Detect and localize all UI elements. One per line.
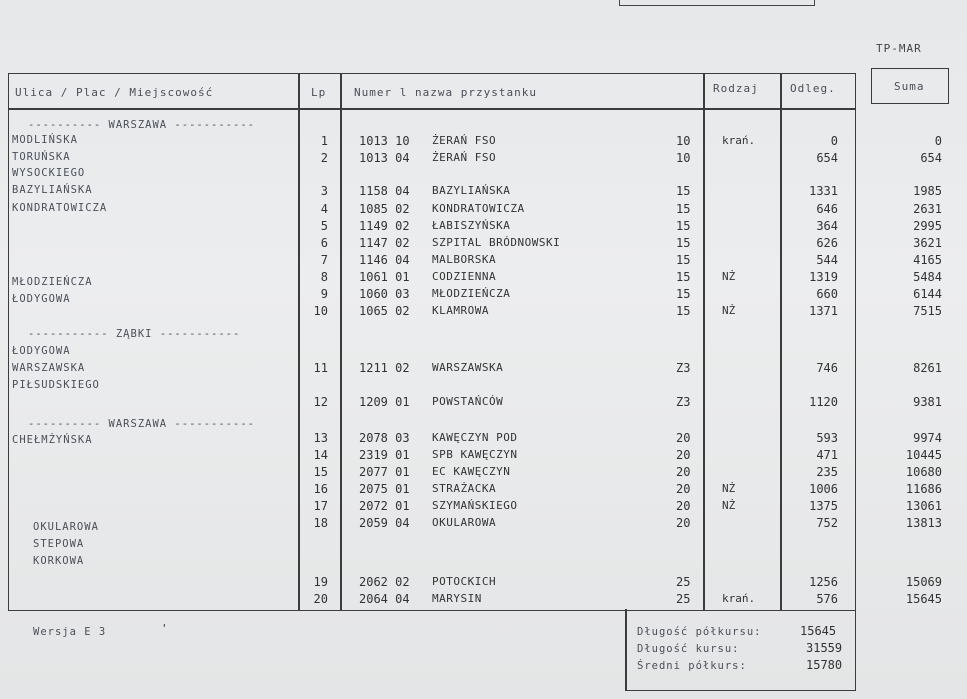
stop-sum: 10680 bbox=[905, 465, 942, 479]
stop-name: ŁABISZYŃSKA bbox=[432, 219, 511, 232]
stop-lp: 7 bbox=[320, 253, 328, 267]
average-half-course-value: 15780 bbox=[806, 658, 843, 672]
stop-distance: 1319 bbox=[809, 270, 838, 284]
stop-sum: 15069 bbox=[905, 575, 942, 589]
stop-number: 1085 02 bbox=[359, 202, 410, 216]
stop-distance: 626 bbox=[816, 236, 838, 250]
stop-lp: 6 bbox=[320, 236, 328, 250]
stop-zone: 20 bbox=[676, 431, 691, 445]
street-name: CHEŁMŻYŃSKA bbox=[12, 434, 93, 446]
stop-number: 1060 03 bbox=[359, 287, 410, 301]
stop-type: NŻ bbox=[722, 304, 736, 317]
stop-name: POWSTAŃCÓW bbox=[432, 395, 504, 408]
stop-sum: 7515 bbox=[913, 304, 942, 318]
stop-zone: 15 bbox=[676, 236, 691, 250]
street-name: PIŁSUDSKIEGO bbox=[12, 379, 100, 391]
stop-distance: 471 bbox=[816, 448, 838, 462]
stop-zone: 15 bbox=[676, 184, 691, 198]
stop-distance: 364 bbox=[816, 219, 838, 233]
stop-lp: 15 bbox=[313, 465, 328, 479]
stop-name: KONDRATOWICZA bbox=[432, 202, 525, 215]
stop-number: 2078 03 bbox=[359, 431, 410, 445]
stop-lp: 10 bbox=[313, 304, 328, 318]
stop-lp: 20 bbox=[313, 592, 328, 606]
stop-sum: 11686 bbox=[905, 482, 942, 496]
stop-zone: 15 bbox=[676, 202, 691, 216]
course-length-label: Długość kursu: bbox=[637, 643, 740, 655]
street-name: STEPOWA bbox=[33, 538, 85, 550]
course-length-value: 31559 bbox=[806, 641, 843, 655]
stop-sum: 5484 bbox=[913, 270, 942, 284]
stop-distance: 0 bbox=[830, 134, 838, 148]
stop-number: 1013 04 bbox=[359, 151, 410, 165]
stop-lp: 18 bbox=[313, 516, 328, 530]
stop-sum: 9381 bbox=[913, 395, 942, 409]
stop-zone: 25 bbox=[676, 592, 691, 606]
stop-type: krań. bbox=[722, 592, 756, 605]
stop-lp: 5 bbox=[320, 219, 328, 233]
stop-lp: 8 bbox=[320, 270, 328, 284]
stop-type: krań. bbox=[722, 134, 756, 147]
stop-zone: 20 bbox=[676, 448, 691, 462]
top-edge-box bbox=[619, 0, 815, 6]
stop-number: 2062 02 bbox=[359, 575, 410, 589]
header-divider bbox=[8, 108, 856, 110]
stop-zone: 20 bbox=[676, 499, 691, 513]
stop-distance: 576 bbox=[816, 592, 838, 606]
stop-name: MALBORSKA bbox=[432, 253, 497, 266]
stop-sum: 4165 bbox=[913, 253, 942, 267]
street-name: ŁODYGOWA bbox=[12, 293, 71, 305]
stop-name: KAWĘCZYN POD bbox=[432, 431, 518, 444]
stop-sum: 6144 bbox=[913, 287, 942, 301]
col-divider-2 bbox=[340, 73, 342, 611]
stop-number: 1065 02 bbox=[359, 304, 410, 318]
col-divider-1 bbox=[298, 73, 300, 611]
stop-zone: 15 bbox=[676, 287, 691, 301]
route-code: TP-MAR bbox=[876, 42, 922, 55]
stop-distance: 1371 bbox=[809, 304, 838, 318]
stop-name: EC KAWĘCZYN bbox=[432, 465, 511, 478]
street-name: TORUŃSKA bbox=[12, 151, 71, 163]
stop-lp: 17 bbox=[313, 499, 328, 513]
stop-number: 1158 04 bbox=[359, 184, 410, 198]
stop-sum: 3621 bbox=[913, 236, 942, 250]
stop-name: CODZIENNA bbox=[432, 270, 497, 283]
stop-name: MARYSIN bbox=[432, 592, 482, 605]
version-label: Wersja E 3 bbox=[33, 626, 107, 638]
half-course-label: Długość półkursu: bbox=[637, 626, 762, 638]
stop-number: 1211 02 bbox=[359, 361, 410, 375]
stop-name: BAZYLIAŃSKA bbox=[432, 184, 511, 197]
stop-distance: 1006 bbox=[809, 482, 838, 496]
version-mark: ' bbox=[161, 622, 168, 635]
stop-name: SPB KAWĘCZYN bbox=[432, 448, 518, 461]
stop-distance: 1256 bbox=[809, 575, 838, 589]
stop-distance: 235 bbox=[816, 465, 838, 479]
stop-number: 1147 02 bbox=[359, 236, 410, 250]
stop-sum: 0 bbox=[934, 134, 942, 148]
street-name: BAZYLIAŃSKA bbox=[12, 184, 93, 196]
section-warszawa: ---------- WARSZAWA ----------- bbox=[28, 119, 255, 131]
stop-sum: 2631 bbox=[913, 202, 942, 216]
street-name: MODLIŃSKA bbox=[12, 134, 78, 146]
stop-distance: 746 bbox=[816, 361, 838, 375]
stop-lp: 11 bbox=[313, 361, 328, 375]
stop-zone: Z3 bbox=[676, 361, 691, 375]
stop-distance: 1331 bbox=[809, 184, 838, 198]
street-name: WARSZAWSKA bbox=[12, 362, 86, 374]
stop-name: OKULAROWA bbox=[432, 516, 497, 529]
stop-distance: 752 bbox=[816, 516, 838, 530]
stop-name: ŻERAŃ FSO bbox=[432, 134, 497, 147]
stop-number: 2064 04 bbox=[359, 592, 410, 606]
street-name: KORKOWA bbox=[33, 555, 85, 567]
stop-lp: 12 bbox=[313, 395, 328, 409]
half-course-value: 15645 bbox=[800, 624, 837, 638]
stop-sum: 1985 bbox=[913, 184, 942, 198]
stop-distance: 593 bbox=[816, 431, 838, 445]
stop-zone: 20 bbox=[676, 516, 691, 530]
stop-lp: 1 bbox=[320, 134, 328, 148]
average-half-course-label: Średni półkurs: bbox=[637, 660, 747, 672]
street-name: KONDRATOWICZA bbox=[12, 202, 108, 214]
header-type: Rodzaj bbox=[713, 82, 759, 95]
stop-name: ŻERAŃ FSO bbox=[432, 151, 497, 164]
stop-distance: 1375 bbox=[809, 499, 838, 513]
stop-name: POTOCKICH bbox=[432, 575, 497, 588]
stop-number: 2077 01 bbox=[359, 465, 410, 479]
stop-name: MŁODZIEŃCZA bbox=[432, 287, 511, 300]
street-name: ŁODYGOWA bbox=[12, 345, 71, 357]
stop-lp: 4 bbox=[320, 202, 328, 216]
stop-lp: 14 bbox=[313, 448, 328, 462]
stop-type: NŻ bbox=[722, 270, 736, 283]
summary-left-edge bbox=[625, 609, 627, 691]
stop-number: 1209 01 bbox=[359, 395, 410, 409]
street-name: MŁODZIEŃCZA bbox=[12, 276, 93, 288]
stop-sum: 13813 bbox=[905, 516, 942, 530]
stop-zone: 20 bbox=[676, 465, 691, 479]
stop-sum: 13061 bbox=[905, 499, 942, 513]
stop-distance: 660 bbox=[816, 287, 838, 301]
stop-number: 2075 01 bbox=[359, 482, 410, 496]
stop-name: SZPITAL BRÓDNOWSKI bbox=[432, 236, 561, 249]
header-distance: Odleg. bbox=[790, 82, 836, 95]
stop-number: 2319 01 bbox=[359, 448, 410, 462]
stop-distance: 646 bbox=[816, 202, 838, 216]
stop-lp: 16 bbox=[313, 482, 328, 496]
stop-zone: 15 bbox=[676, 270, 691, 284]
stop-sum: 2995 bbox=[913, 219, 942, 233]
stop-zone: 15 bbox=[676, 304, 691, 318]
stop-number: 1061 01 bbox=[359, 270, 410, 284]
street-name: OKULAROWA bbox=[33, 521, 99, 533]
street-name: WYSOCKIEGO bbox=[12, 167, 86, 179]
stop-lp: 3 bbox=[320, 184, 328, 198]
stop-zone: 15 bbox=[676, 253, 691, 267]
stop-lp: 9 bbox=[320, 287, 328, 301]
stop-lp: 2 bbox=[320, 151, 328, 165]
stop-zone: 20 bbox=[676, 482, 691, 496]
header-stop: Numer l nazwa przystanku bbox=[354, 86, 537, 99]
stop-sum: 654 bbox=[920, 151, 942, 165]
header-sum: Suma bbox=[894, 80, 925, 93]
stop-name: WARSZAWSKA bbox=[432, 361, 504, 374]
stop-zone: 10 bbox=[676, 151, 691, 165]
stop-number: 1013 10 bbox=[359, 134, 410, 148]
stop-zone: 15 bbox=[676, 219, 691, 233]
section-warszawa: ---------- WARSZAWA ----------- bbox=[28, 418, 255, 430]
stop-zone: 10 bbox=[676, 134, 691, 148]
stop-type: NŻ bbox=[722, 482, 736, 495]
stop-number: 2072 01 bbox=[359, 499, 410, 513]
col-divider-4 bbox=[780, 73, 782, 611]
stop-number: 2059 04 bbox=[359, 516, 410, 530]
stop-name: KLAMROWA bbox=[432, 304, 489, 317]
stop-sum: 15645 bbox=[905, 592, 942, 606]
stop-sum: 10445 bbox=[905, 448, 942, 462]
stop-zone: Z3 bbox=[676, 395, 691, 409]
stop-lp: 19 bbox=[313, 575, 328, 589]
stop-number: 1146 04 bbox=[359, 253, 410, 267]
stop-type: NŻ bbox=[722, 499, 736, 512]
stop-zone: 25 bbox=[676, 575, 691, 589]
header-lp: Lp bbox=[311, 86, 327, 99]
header-street: Ulica / Plac / Miejscowość bbox=[15, 86, 214, 99]
stop-distance: 654 bbox=[816, 151, 838, 165]
stop-lp: 13 bbox=[313, 431, 328, 445]
stop-number: 1149 02 bbox=[359, 219, 410, 233]
section-zabki: ----------- ZĄBKI ----------- bbox=[28, 328, 241, 340]
stop-name: STRAŻACKA bbox=[432, 482, 497, 495]
stop-sum: 8261 bbox=[913, 361, 942, 375]
stop-name: SZYMAŃSKIEGO bbox=[432, 499, 518, 512]
stop-distance: 1120 bbox=[809, 395, 838, 409]
stop-sum: 9974 bbox=[913, 431, 942, 445]
stop-distance: 544 bbox=[816, 253, 838, 267]
col-divider-3 bbox=[703, 73, 705, 611]
